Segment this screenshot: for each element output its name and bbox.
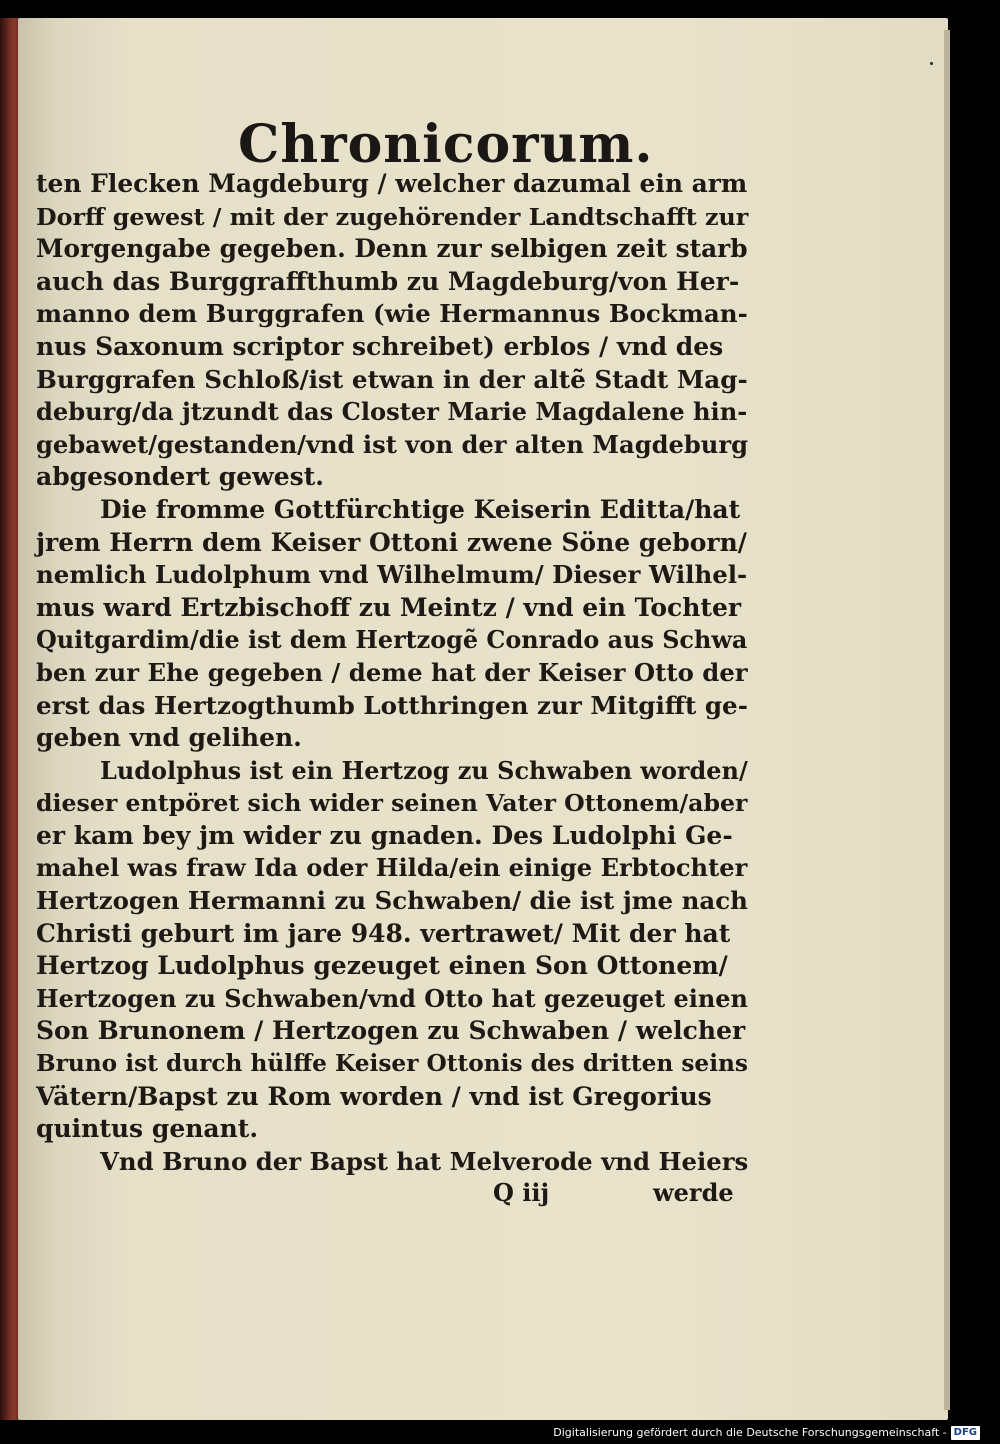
text-line: Christi geburt im jare 948. vertrawet/ Mit der hat (36, 918, 731, 948)
text-line: Vnd Bruno der Bapst hat Melverode vnd Heiers (100, 1146, 749, 1176)
text-line: ten Flecken Magdeburg / welcher dazumal ein arm (36, 169, 748, 198)
text-line: abgesondert gewest. (36, 462, 324, 492)
text-line: nus Saxonum scriptor schreibet) erblos / vnd des (36, 331, 724, 361)
text-line: manno dem Burggrafen (wie Hermannus Bockman- (36, 299, 748, 329)
body-text (36, 168, 748, 1178)
running-head-title: Chronicorum. (238, 114, 654, 175)
text-line: Hertzogen zu Schwaben/vnd Otto hat gezeuget einen (36, 984, 748, 1013)
text-line: mus ward Ertzbischoff zu Meintz / vnd ein Tochter (36, 592, 742, 622)
text-line: quintus genant. (36, 1114, 259, 1144)
text-line: Vätern/Bapst zu Rom worden / vnd ist Gregorius (36, 1081, 712, 1111)
text-line: mahel was fraw Ida oder Hilda/ein einige Erbtochter (36, 853, 748, 883)
text-line: erst das Hertzogthumb Lotthringen zur Mitgifft ge- (36, 690, 748, 720)
digitization-credit (553, 1424, 980, 1442)
text-line: auch das Burggraffthumb zu Magdeburg/von Her- (36, 266, 740, 296)
text-line: Morgengabe gegeben. Denn zur selbigen zeit starb (36, 234, 748, 264)
text-line: Hertzogen Hermanni zu Schwaben/ die ist jme nach (36, 886, 748, 916)
ink-speck (930, 62, 933, 65)
text-line: er kam bey jm wider zu gnaden. Des Ludolphi Ge- (36, 820, 733, 850)
text-line: geben vnd gelihen. (36, 723, 302, 753)
page-foot (0, 1176, 1000, 1210)
text-line: ben zur Ehe gegeben / deme hat der Keiser Otto der (36, 657, 748, 687)
catchword: werde (653, 1178, 734, 1207)
text-line: Son Brunonem / Hertzogen zu Schwaben / welcher (36, 1016, 746, 1046)
text-line: Bruno ist durch hülffe Keiser Ottonis des dritten seins (36, 1050, 749, 1078)
text-line: deburg/da jtzundt das Closter Marie Magdalene hin- (36, 397, 748, 427)
text-line: Burggrafen Schloß/ist etwan in der altẽ Stadt Mag- (36, 364, 748, 394)
text-line: nemlich Ludolphum vnd Wilhelmum/ Dieser Wilhel- (36, 560, 748, 590)
text-line: jrem Herrn dem Keiser Ottoni zwene Söne geborn/ (36, 527, 747, 557)
dfg-logo: DFG (951, 1426, 980, 1440)
credit-text: Digitalisierung gefördert durch die Deutsche Forschungsgemeinschaft - (553, 1426, 947, 1439)
text-line: Ludolphus ist ein Hertzog zu Schwaben worden/ (100, 756, 748, 785)
text-line: Quitgardim/die ist dem Hertzogẽ Conrado aus Schwa (36, 626, 748, 655)
signature-mark: Q iij (493, 1178, 550, 1207)
text-line: dieser entpöret sich wider seinen Vater Ottonem/aber (36, 789, 748, 818)
text-line: Hertzog Ludolphus gezeuget einen Son Ottonem/ (36, 951, 728, 981)
text-line: Dorff gewest / mit der zugehörender Landtschafft zur (36, 202, 749, 231)
text-line: Die fromme Gottfürchtige Keiserin Editta/hat (100, 494, 741, 524)
text-line: gebawet/gestanden/vnd ist von der alten Magdeburg (36, 429, 748, 459)
